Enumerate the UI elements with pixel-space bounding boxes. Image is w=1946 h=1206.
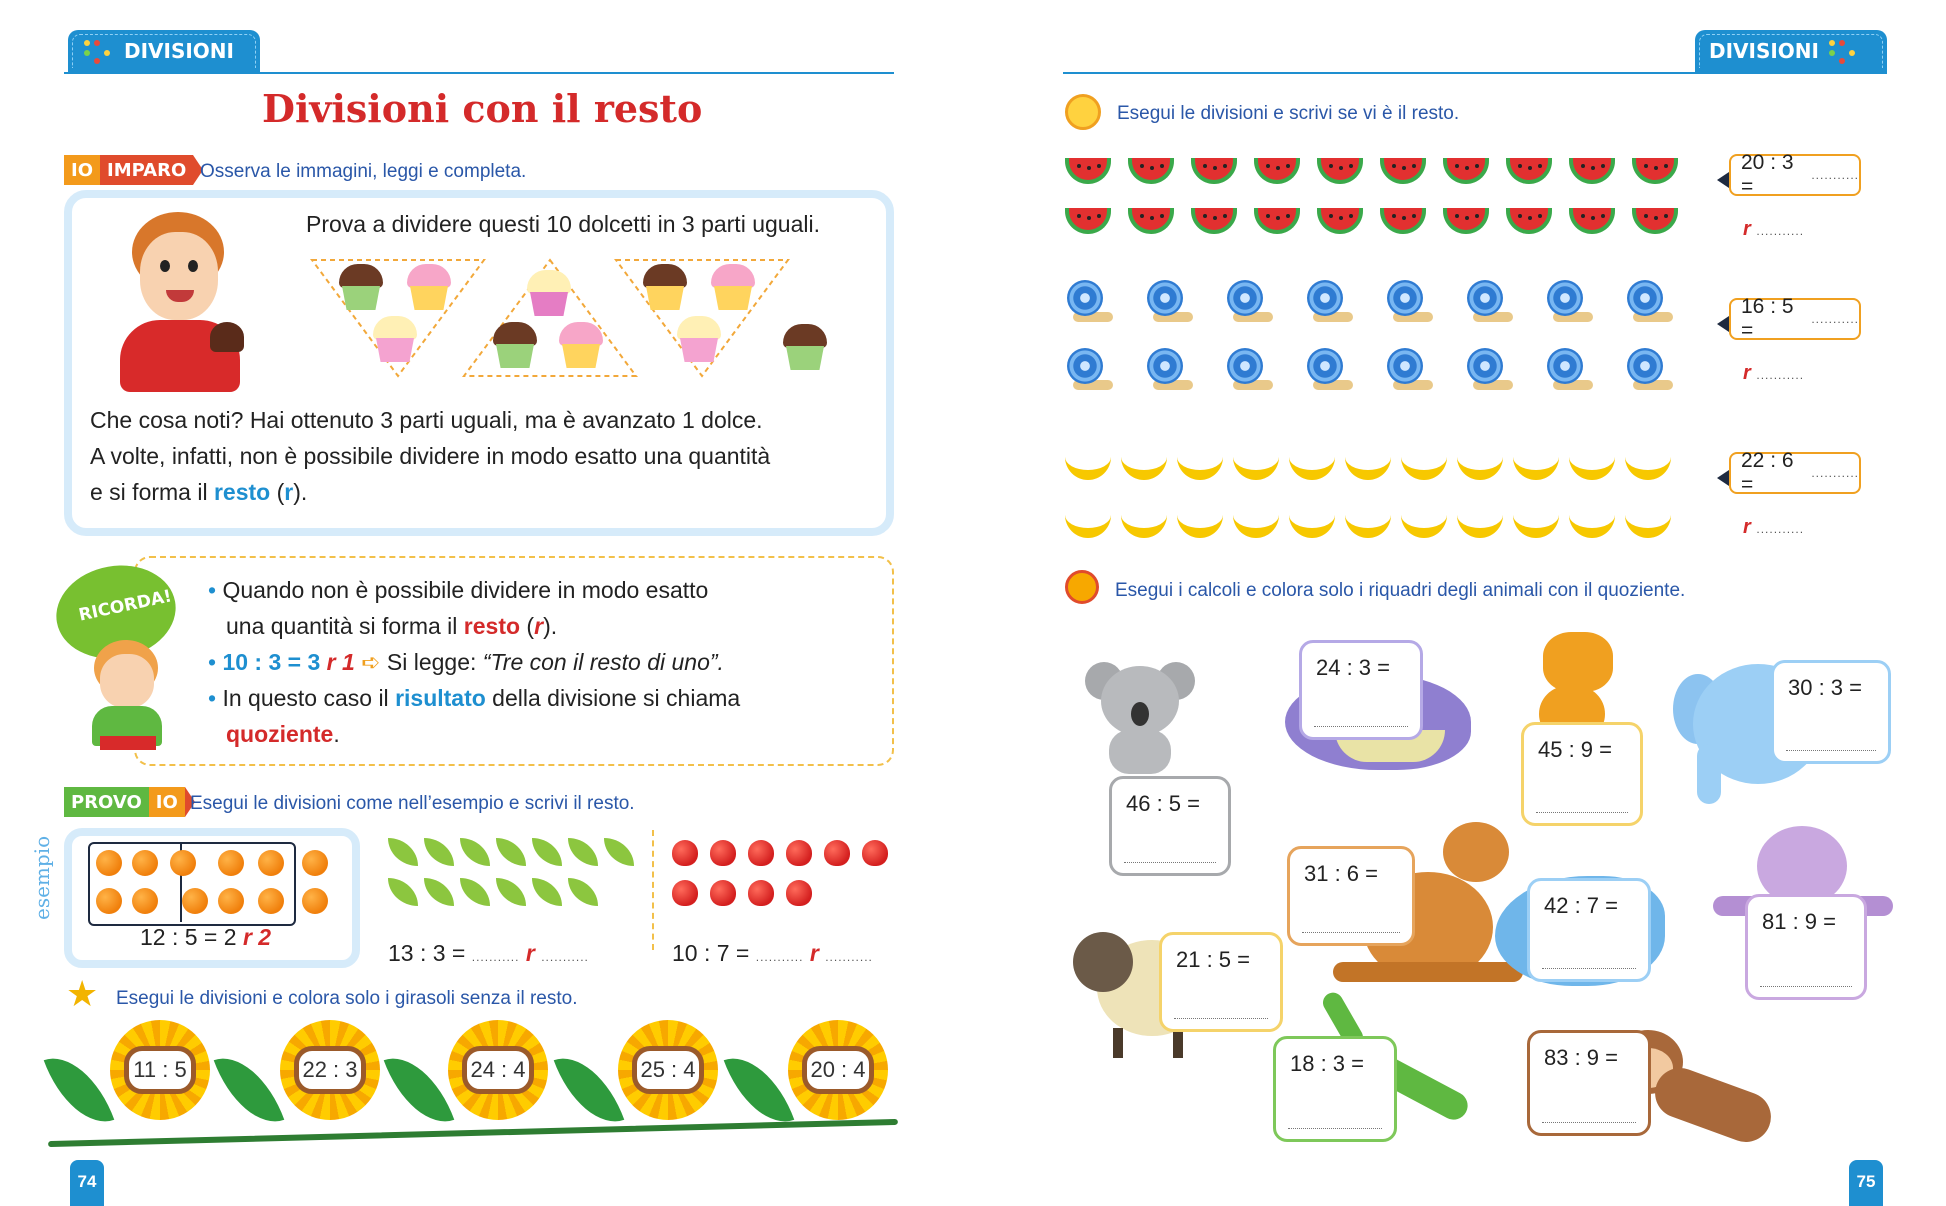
apple — [748, 840, 774, 866]
leaf — [568, 838, 598, 866]
apple — [786, 840, 812, 866]
banana — [1569, 446, 1615, 480]
provo-instruction: Esegui le divisioni come nell’esempio e scrivi il resto. — [190, 793, 635, 814]
watermelon — [1380, 208, 1426, 234]
dolphin-answer-box[interactable]: 42 : 7 = — [1527, 878, 1651, 982]
snail — [1465, 346, 1515, 392]
example-side-label: esempio — [30, 835, 54, 920]
koala-illustration — [1085, 654, 1195, 774]
exercise-divider — [652, 830, 654, 950]
sunflower-leaf — [214, 1045, 285, 1136]
orange — [218, 850, 244, 876]
remainder-field[interactable]: r ........... — [1743, 362, 1805, 384]
watermelon — [1569, 158, 1615, 184]
apple — [824, 840, 850, 866]
snail — [1625, 346, 1675, 392]
section-tab-label: DIVISIONI — [1709, 39, 1819, 63]
watermelon — [1254, 158, 1300, 184]
imparo-instruction: Osserva le immagini, leggi e completa. — [200, 161, 527, 182]
exercise-leaves: 13 : 3 = ........... r ........... — [388, 940, 589, 966]
cupcake — [674, 314, 724, 364]
watermelon — [1569, 208, 1615, 234]
apple — [710, 840, 736, 866]
watermelon — [1506, 208, 1552, 234]
watermelon — [1191, 158, 1237, 184]
leaf — [532, 878, 562, 906]
sunflower-leaf — [384, 1045, 455, 1136]
banana — [1513, 446, 1559, 480]
snail — [1305, 346, 1355, 392]
page-number: 74 — [70, 1160, 104, 1206]
banana — [1177, 504, 1223, 538]
imparo-prompt: Prova a dividere questi 10 dolcetti in 3 parti uguali. — [306, 211, 820, 237]
banana — [1345, 446, 1391, 480]
lizard-answer-box[interactable]: 18 : 3 = — [1273, 1036, 1397, 1142]
cupcake — [640, 262, 690, 312]
boy-eating-cupcake-illustration — [110, 212, 260, 392]
leaf — [460, 838, 490, 866]
watermelon — [1506, 158, 1552, 184]
orange — [182, 888, 208, 914]
banana — [1233, 504, 1279, 538]
orange — [218, 888, 244, 914]
banana — [1289, 446, 1335, 480]
leaf — [460, 878, 490, 906]
banana — [1345, 504, 1391, 538]
answer-box[interactable]: 16 : 5 = ........... — [1729, 298, 1861, 340]
sunflower-leaf — [44, 1045, 115, 1136]
snail — [1625, 278, 1675, 324]
io-imparo-badge: IO IMPARO — [64, 155, 203, 185]
answer-box[interactable]: 22 : 6 = ........... — [1729, 452, 1861, 494]
remainder-field[interactable]: r ........... — [1743, 218, 1805, 240]
sunflower[interactable]: 25 : 4 — [618, 1020, 718, 1120]
remainder-field[interactable]: r ........... — [1743, 516, 1805, 538]
leaf — [424, 878, 454, 906]
orange — [96, 850, 122, 876]
banana — [1625, 446, 1671, 480]
exercise-apples: 10 : 7 = ........... r ........... — [672, 940, 873, 966]
orange — [258, 850, 284, 876]
watermelon — [1065, 208, 1111, 234]
snail — [1065, 278, 1115, 324]
bug-icon — [1065, 570, 1099, 604]
imparo-explanation: Che cosa noti? Hai ottenuto 3 parti uguali, ma è avanzato 1 dolce. A volte, infatti, non è possibile dividere in modo esatto una quantità e si forma il resto (r). — [90, 407, 771, 505]
cupcake — [556, 320, 606, 370]
arrow-icon: ➪ — [361, 649, 381, 675]
section-tab-label: DIVISIONI — [124, 39, 234, 63]
orange — [96, 888, 122, 914]
ricorda-boy-illustration — [86, 640, 170, 750]
watermelon — [1317, 208, 1363, 234]
snail — [1225, 346, 1275, 392]
snail — [1225, 278, 1275, 324]
section-tab-left — [68, 30, 260, 72]
whale-answer-box[interactable]: 24 : 3 = — [1299, 640, 1423, 740]
snail — [1305, 278, 1355, 324]
apple — [710, 880, 736, 906]
cupcake — [490, 320, 540, 370]
apple — [786, 880, 812, 906]
orange-remainder — [302, 850, 328, 876]
provo-io-badge: PROVO IO — [64, 787, 195, 817]
banana — [1513, 504, 1559, 538]
watermelon — [1632, 158, 1678, 184]
orange — [132, 850, 158, 876]
leaf — [388, 878, 418, 906]
snail — [1065, 346, 1115, 392]
orange — [132, 888, 158, 914]
orange-remainder — [302, 888, 328, 914]
section-tab-right — [1695, 30, 1887, 72]
leaf — [424, 838, 454, 866]
sunflower-stem — [48, 1119, 898, 1147]
watermelon — [1443, 158, 1489, 184]
cupcake — [524, 268, 574, 318]
watermelon — [1191, 208, 1237, 234]
leaf — [388, 838, 418, 866]
page-number: 75 — [1849, 1160, 1883, 1206]
header-rule — [64, 72, 894, 74]
sheep-answer-box[interactable]: 21 : 5 = — [1159, 932, 1283, 1032]
girasoli-instruction: Esegui le divisioni e colora solo i girasoli senza il resto. — [116, 988, 578, 1009]
watermelon — [1128, 208, 1174, 234]
sunflower-leaf — [554, 1045, 625, 1136]
example-equation: 12 : 5 = 2 r 2 — [140, 924, 272, 950]
snail — [1385, 278, 1435, 324]
banana — [1121, 504, 1167, 538]
banana — [1289, 504, 1335, 538]
watermelon — [1128, 158, 1174, 184]
orange — [258, 888, 284, 914]
watermelon — [1254, 208, 1300, 234]
banana — [1121, 446, 1167, 480]
banana — [1401, 446, 1447, 480]
snail — [1545, 278, 1595, 324]
watermelon — [1065, 158, 1111, 184]
octopus-answer-box[interactable]: 81 : 9 = — [1745, 894, 1867, 1000]
banana — [1457, 446, 1503, 480]
cat-answer-box[interactable]: 45 : 9 = — [1521, 722, 1643, 826]
right-page — [973, 0, 1946, 1206]
watermelon — [1317, 158, 1363, 184]
ricorda-label: RICORDA! — [76, 586, 174, 626]
leaf — [532, 838, 562, 866]
leaf — [604, 838, 634, 866]
snail — [1385, 346, 1435, 392]
leaf — [496, 878, 526, 906]
snail — [1145, 278, 1195, 324]
cupcake — [336, 262, 386, 312]
cupcake — [708, 262, 758, 312]
exercise-1-instruction: Esegui le divisioni e scrivi se vi è il resto. — [1117, 103, 1460, 124]
snail — [1145, 346, 1195, 392]
watermelon — [1632, 208, 1678, 234]
apple — [862, 840, 888, 866]
banana — [1457, 504, 1503, 538]
banana — [1401, 504, 1447, 538]
sunflower[interactable]: 20 : 4 — [788, 1020, 888, 1120]
abacus-icon — [1827, 36, 1861, 66]
kangaroo-answer-box[interactable]: 31 : 6 = — [1287, 846, 1415, 946]
banana — [1233, 446, 1279, 480]
snail — [1465, 278, 1515, 324]
monkey-answer-box[interactable]: 83 : 9 = — [1527, 1030, 1651, 1136]
banana — [1177, 446, 1223, 480]
cupcake — [404, 262, 454, 312]
sunflower[interactable]: 22 : 3 — [280, 1020, 380, 1120]
star-icon: ★ — [66, 973, 99, 1014]
apple — [672, 880, 698, 906]
page-title: Divisioni con il resto — [262, 86, 703, 131]
sunflower[interactable]: 11 : 5 — [110, 1020, 210, 1120]
banana — [1065, 504, 1111, 538]
watermelon — [1380, 158, 1426, 184]
leaf — [568, 878, 598, 906]
koala-answer-box[interactable]: 46 : 5 = — [1109, 776, 1231, 876]
banana — [1625, 504, 1671, 538]
orange — [170, 850, 196, 876]
exercise-2-instruction: Esegui i calcoli e colora solo i riquadri degli animali con il quoziente. — [1115, 580, 1686, 601]
header-rule — [1063, 72, 1887, 74]
abacus-icon — [82, 36, 116, 66]
leaf — [496, 838, 526, 866]
ricorda-list: • Quando non è possibile dividere in modo esatto una quantità si forma il resto (r). • 10 : 3 = 3 r 1 ➪ Si legge: “Tre con il resto di uno”. • In questo caso il risultato della divisione si chiama quoziente. — [208, 577, 741, 747]
sunflower[interactable]: 24 : 4 — [448, 1020, 548, 1120]
answer-box[interactable]: 20 : 3 = ........... — [1729, 154, 1861, 196]
elephant-answer-box[interactable]: 30 : 3 = — [1771, 660, 1891, 764]
cupcake — [370, 314, 420, 364]
apple — [672, 840, 698, 866]
exercise-icon — [1065, 94, 1101, 130]
snail — [1545, 346, 1595, 392]
banana — [1569, 504, 1615, 538]
watermelon — [1443, 208, 1489, 234]
banana — [1065, 446, 1111, 480]
cupcake-leftover — [780, 322, 830, 372]
apple — [748, 880, 774, 906]
